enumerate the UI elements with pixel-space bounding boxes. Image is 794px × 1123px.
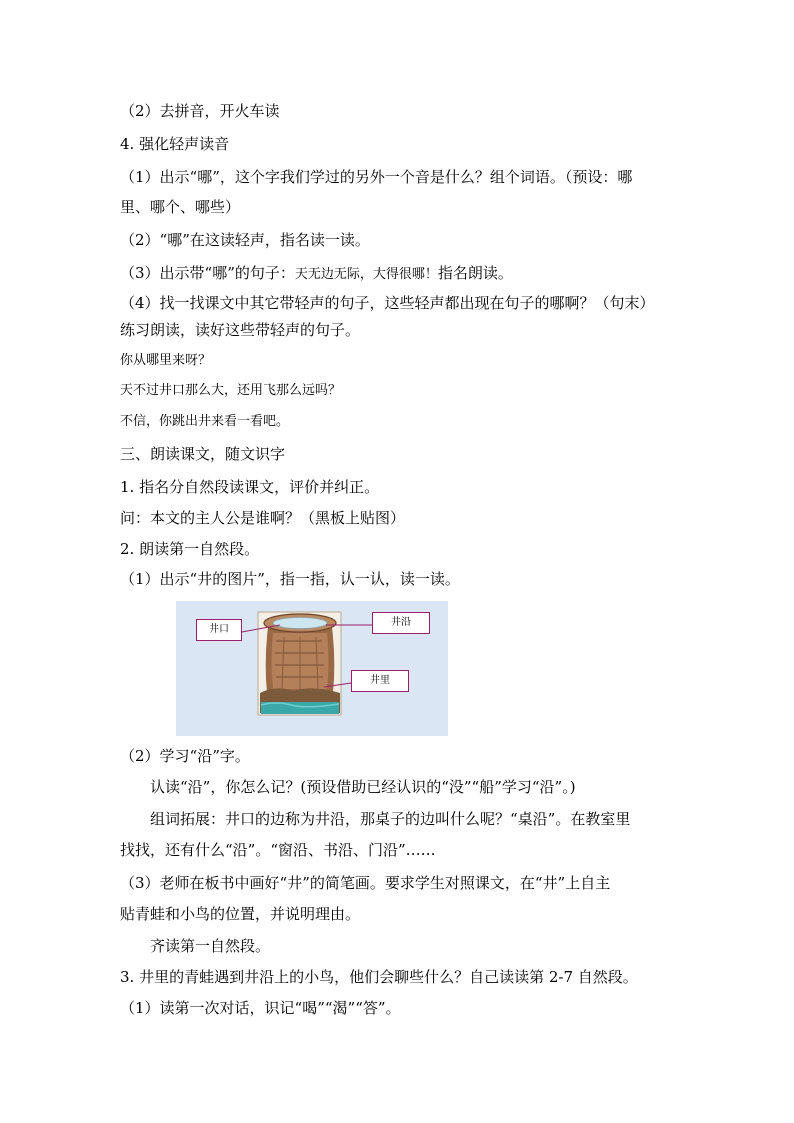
text-line <box>120 263 513 285</box>
text-line: （2）“哪”在这读轻声，指名读一读。 <box>120 231 370 249</box>
text-line: 1. 指名分自然段读课文，评价并纠正。 <box>120 478 380 496</box>
text-line: （2）学习“沿”字。 <box>120 747 250 765</box>
text-line: 认读“沿”，你怎么记？(预设借助已经认识的“没”“船”学习“沿”。) <box>150 778 576 796</box>
text-line: 问：本文的主人公是谁啊？（黑板上贴图） <box>120 509 406 527</box>
text-line: 3. 井里的青蛙遇到井沿上的小鸟，他们会聊些什么？自己读读第 2-7 自然段。 <box>120 968 638 986</box>
quoted-sentence: 不信，你跳出井来看一看吧。 <box>120 414 290 429</box>
text-line: （3）老师在板书中画好“井”的简笔画。要求学生对照课文，在“井”上自主 <box>120 874 611 892</box>
text-line: 齐读第一自然段。 <box>150 937 271 955</box>
text-line: 贴青蛙和小鸟的位置，并说明理由。 <box>120 905 361 923</box>
text-line: （4）找一找课文中其它带轻声的句子，这些轻声都出现在句子的哪啊？（句末） <box>120 294 655 312</box>
text-segment: 指名朗读。 <box>437 264 513 282</box>
label-well-inside: 井里 <box>351 670 409 692</box>
text-line: （1）出示“哪”，这个字我们学过的另外一个音是什么？组个词语。（预设：哪 <box>120 168 633 186</box>
quoted-sentence: 天不过井口那么大，还用飞那么远吗？ <box>120 383 342 398</box>
text-line: 练习朗读，读好这些带轻声的句子。 <box>120 321 361 339</box>
text-line: 组词拓展：井口的边称为井沿，那桌子的边叫什么呢？“桌沿”。在教室里 <box>150 810 631 828</box>
text-line: 里、哪个、哪些） <box>120 198 241 216</box>
quoted-sentence: 你从哪里来呀？ <box>120 353 212 368</box>
text-line: 4. 强化轻声读音 <box>120 135 230 153</box>
well-figure <box>176 601 448 736</box>
text-line: 2. 朗读第一自然段。 <box>120 540 260 558</box>
text-line: （1）出示“井的图片”，指一指，认一认，读一读。 <box>120 570 460 588</box>
text-line: （1）读第一次对话，识记“喝”“渴”“答”。 <box>120 999 401 1017</box>
label-well-mouth: 井口 <box>196 619 242 641</box>
text-line: （2）去拼音，开火车读 <box>120 102 280 120</box>
text-line: 找找，还有什么“沿”。“窗沿、书沿、门沿”…… <box>120 841 436 859</box>
text-segment: （3）出示带“哪”的句子： <box>120 264 295 282</box>
quoted-sentence: 天无边无际，大得很哪！ <box>294 267 438 282</box>
label-well-rim: 井沿 <box>372 612 430 634</box>
section-heading: 三、朗读课文，随文识字 <box>120 445 286 463</box>
